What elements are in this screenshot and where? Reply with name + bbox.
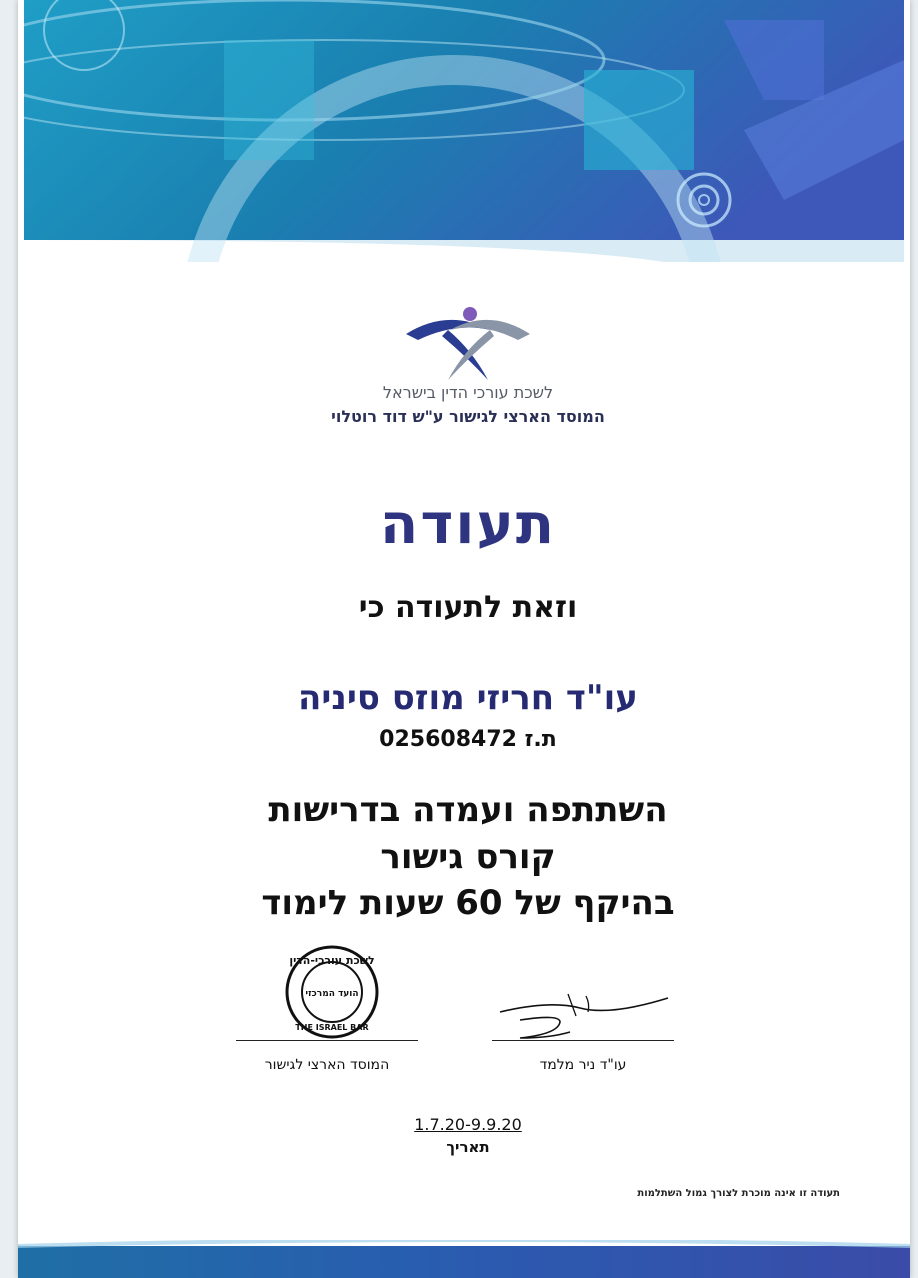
decorative-footer-band xyxy=(18,1240,910,1278)
seal-text-bottom: THE ISRAEL BAR xyxy=(295,1023,369,1032)
recipient-id xyxy=(268,727,668,752)
course-dates: 1.7.20-9.9.20 xyxy=(414,1115,522,1134)
seal-text-top: לשכת עורכי-הדין xyxy=(289,954,375,967)
decorative-header-banner xyxy=(24,0,904,262)
id-label: ת.ז xyxy=(524,727,557,752)
footnote: תעודה זו אינה מוכרת לצורך גמול השתלמות xyxy=(637,1188,840,1199)
certificate-title: תעודה xyxy=(379,492,557,557)
body-line-3: בהיקף של 60 שעות לימוד xyxy=(261,883,675,923)
caption-signer: עו"ד ניר מלמד xyxy=(539,1057,627,1073)
org-line-bar: לשכת עורכי הדין בישראל xyxy=(382,383,554,402)
certificate-intro: וזאת לתעודה כי xyxy=(358,590,578,625)
date-label: תאריך xyxy=(446,1138,490,1156)
israel-bar-mediation-logo xyxy=(398,300,538,380)
signature-line-institute xyxy=(236,1040,418,1041)
israel-bar-seal-stamp xyxy=(284,944,380,1040)
certificate-page xyxy=(18,0,910,1278)
recipient-name: עו"ד חריזי מוזס סיניה xyxy=(298,678,638,718)
body-line-1: השתתפה ועמדה בדרישות xyxy=(268,790,668,830)
body-line-2: קורס גישור xyxy=(380,837,556,877)
handwritten-signature xyxy=(490,990,670,1045)
seal-text-middle: הועד המרכזי xyxy=(305,989,359,999)
signature-line-signer xyxy=(492,1040,674,1041)
org-line-institute: המוסד הארצי לגישור ע"ש דוד רוטלוי xyxy=(331,407,605,426)
caption-institute: המוסד הארצי לגישור xyxy=(264,1057,390,1073)
id-number: 025608472 xyxy=(379,727,517,752)
